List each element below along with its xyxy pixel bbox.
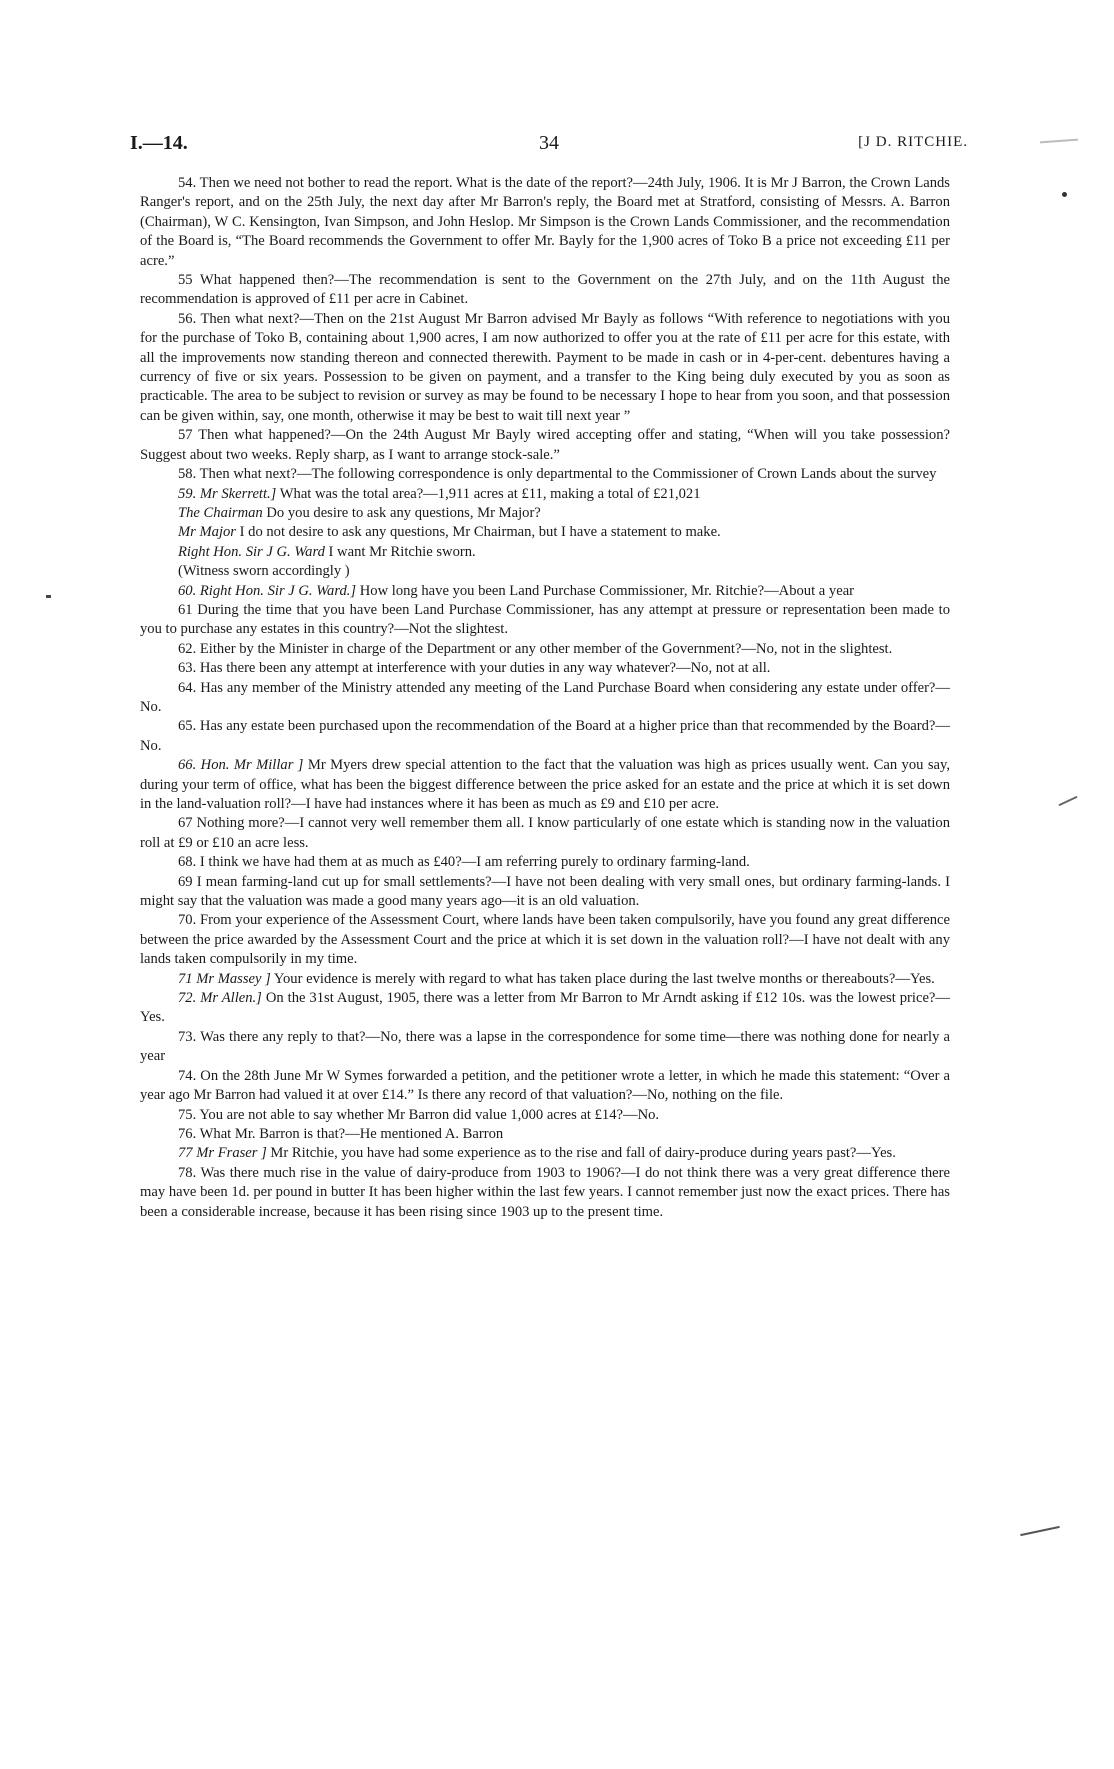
paragraph-73: 73. Was there any reply to that?—No, there was a lapse in the correspondence for some time—there was nothing done for nearly a year bbox=[140, 1028, 950, 1065]
paragraph-77: 77 Mr Fraser ] Mr Ritchie, you have had some experience as to the rise and fall of dairy-produce during years past?—Yes. bbox=[178, 1145, 896, 1162]
paragraph-major: Mr Major I do not desire to ask any questions, Mr Chairman, but I have a statement to make. bbox=[178, 524, 721, 541]
paragraph-56: 56. Then what next?—Then on the 21st August Mr Barron advised Mr Bayly as follows “With reference to negotiations with you for the purchase of Toko B, containing about 1,900 acres, I am now authorized to offer you at the rate of £11 per acre for this estate, with all the improvements now standing thereon and connected therewith. Payment to be made in cash or in 4-per-cent. debentures having a currency of five or six years. Possession to be given on payment, and a transfer to the King being duly executed by you as soon as practicable. The area to be subject to revision or survey as may be found to be necessary I hope to hear from you soon, and that possession can be given within, say, one month, otherwise it may be best to wait till next year ” bbox=[140, 310, 950, 424]
paragraph-63: 63. Has there been any attempt at interference with your duties in any way whatever?—No, not at all. bbox=[178, 660, 771, 677]
paragraph-75: 75. You are not able to say whether Mr Barron did value 1,000 acres at £14?—No. bbox=[178, 1106, 660, 1123]
speaker-label: 71 Mr Massey ] bbox=[178, 970, 271, 987]
speaker-label: The Chairman bbox=[178, 504, 263, 521]
paragraph-76: 76. What Mr. Barron is that?—He mentioned A. Barron bbox=[178, 1125, 504, 1142]
speaker-label: 72. Mr Allen.] bbox=[178, 990, 262, 1007]
paragraph-65: 65. Has any estate been purchased upon the recommendation of the Board at a higher price than that recommended by the Board?—No. bbox=[140, 718, 950, 754]
paragraph-66: 66. Hon. Mr Millar ] Mr Myers drew special attention to the fact that the valuation was high as prices usually went. Can you say, during your term of office, what has been the biggest difference between the price asked for an estate and the price at which it is set down in the land-valuation roll?—I have had instances where it has been as much as £9 and £10 per acre. bbox=[140, 757, 950, 812]
scan-mark bbox=[1040, 139, 1078, 144]
paragraph-71: 71 Mr Massey ] Your evidence is merely with regard to what has taken place during the last twelve months or thereabouts?—Yes. bbox=[178, 970, 935, 987]
speaker-label: 60. Right Hon. Sir J G. Ward.] bbox=[178, 582, 357, 599]
page-number: 34 bbox=[539, 132, 559, 154]
paragraph-62: 62. Either by the Minister in charge of the Department or any other member of the Government?—No, not in the slightest. bbox=[178, 640, 893, 657]
paragraph-67: 67 Nothing more?—I cannot very well remember them all. I know particularly of one estate which is standing now in the valuation roll at £9 or £10 an acre less. bbox=[140, 815, 950, 851]
scan-mark bbox=[1020, 1526, 1060, 1536]
paragraph-70: 70. From your experience of the Assessment Court, where lands have been taken compulsorily, have you found any great difference between the price awarded by the Assessment Court and the price at which it is set down in the valuation roll?—I have not dealt with any lands taken compulsorily in my time. bbox=[140, 912, 950, 968]
paragraph-55: 55 What happened then?—The recommendation is sent to the Government on the 27th July, and on the 11th August the recommendation is approved of £11 per acre in Cabinet. bbox=[140, 272, 950, 308]
paragraph-54: 54. Then we need not bother to read the report. What is the date of the report?—24th July, 1906. It is Mr J Barron, the Crown Lands Ranger's report, and on the 25th July, the next day after Mr Barron's reply, the Board met at Stratford, consisting of Messrs. A. Barron (Chairman), W C. Kensington, Ivan Simpson, and John Heslop. Mr Simpson is the Crown Lands Commissioner, and the recommendation of the Board is, “The Board recommends the Government to offer Mr. Bayly for the 1,900 acres of Toko B a price not exceeding £11 per acre.” bbox=[140, 175, 950, 269]
paragraph-57: 57 Then what happened?—On the 24th August Mr Bayly wired accepting offer and stating, “When will you take possession? Suggest about two weeks. Reply sharp, as I want to arrange stock-sale.” bbox=[140, 427, 950, 463]
paragraph-78: 78. Was there much rise in the value of dairy-produce from 1903 to 1906?—I do not think there was a very great difference there may have been 1d. per pound in butter It has been higher within the last few years. I cannot remember just now the exact prices. There has been a considerable increase, because it has been rising since 1903 up to the present time. bbox=[140, 1164, 950, 1220]
paragraph-69: 69 I mean farming-land cut up for small settlements?—I have not been dealing with very small ones, but ordinary farming-lands. I might say that the valuation was made a good many years ago—it is an old valuation. bbox=[140, 873, 950, 910]
sessional-paper-number: I.—14. bbox=[130, 132, 188, 154]
paragraph-sworn: (Witness sworn accordingly ) bbox=[178, 563, 350, 580]
page-header bbox=[130, 132, 968, 158]
paragraph-58: 58. Then what next?—The following correspondence is only departmental to the Commissioner of Crown Lands about the survey bbox=[178, 466, 937, 483]
paragraph-60: 60. Right Hon. Sir J G. Ward.] How long have you been Land Purchase Commissioner, Mr. Ritchie?—About a year bbox=[178, 582, 855, 599]
scan-mark bbox=[46, 595, 51, 598]
paragraph-59: 59. Mr Skerrett.] What was the total area?—1,911 acres at £11, making a total of £21,021 bbox=[178, 485, 701, 502]
scan-mark bbox=[1062, 192, 1067, 197]
speaker-label: 59. Mr Skerrett.] bbox=[178, 485, 277, 502]
speaker-label: 77 Mr Fraser ] bbox=[178, 1145, 267, 1162]
paragraph-74: 74. On the 28th June Mr W Symes forwarded a petition, and the petitioner wrote a letter, in which he made this statement: “Over a year ago Mr Barron had valued it at over £14.” Is there any record of that valuation?—No, nothing on the file. bbox=[140, 1067, 950, 1104]
speaker-label: 66. Hon. Mr Millar ] bbox=[178, 757, 304, 774]
speaker-label: Right Hon. Sir J G. Ward bbox=[178, 543, 325, 560]
scan-mark bbox=[1059, 796, 1078, 806]
paragraph-64: 64. Has any member of the Ministry attended any meeting of the Land Purchase Board when considering any estate under offer?—No. bbox=[140, 679, 950, 715]
transcript-body bbox=[140, 174, 950, 1222]
witness-running-head: [J D. RITCHIE. bbox=[858, 134, 968, 150]
speaker-label: Mr Major bbox=[178, 524, 236, 541]
paragraph-72: 72. Mr Allen.] On the 31st August, 1905, there was a letter from Mr Barron to Mr Arndt asking if £12 10s. was the lowest price?—Yes. bbox=[140, 990, 950, 1026]
paragraph-chairman: The Chairman Do you desire to ask any questions, Mr Major? bbox=[178, 504, 541, 521]
paragraph-61: 61 During the time that you have been Land Purchase Commissioner, has any attempt at pressure or representation been made to you to purchase any estates in this country?—Not the slightest. bbox=[140, 601, 950, 638]
paragraph-68: 68. I think we have had them at as much as £40?—I am referring purely to ordinary farming-land. bbox=[178, 854, 750, 871]
paragraph-ward: Right Hon. Sir J G. Ward I want Mr Ritchie sworn. bbox=[178, 543, 476, 560]
